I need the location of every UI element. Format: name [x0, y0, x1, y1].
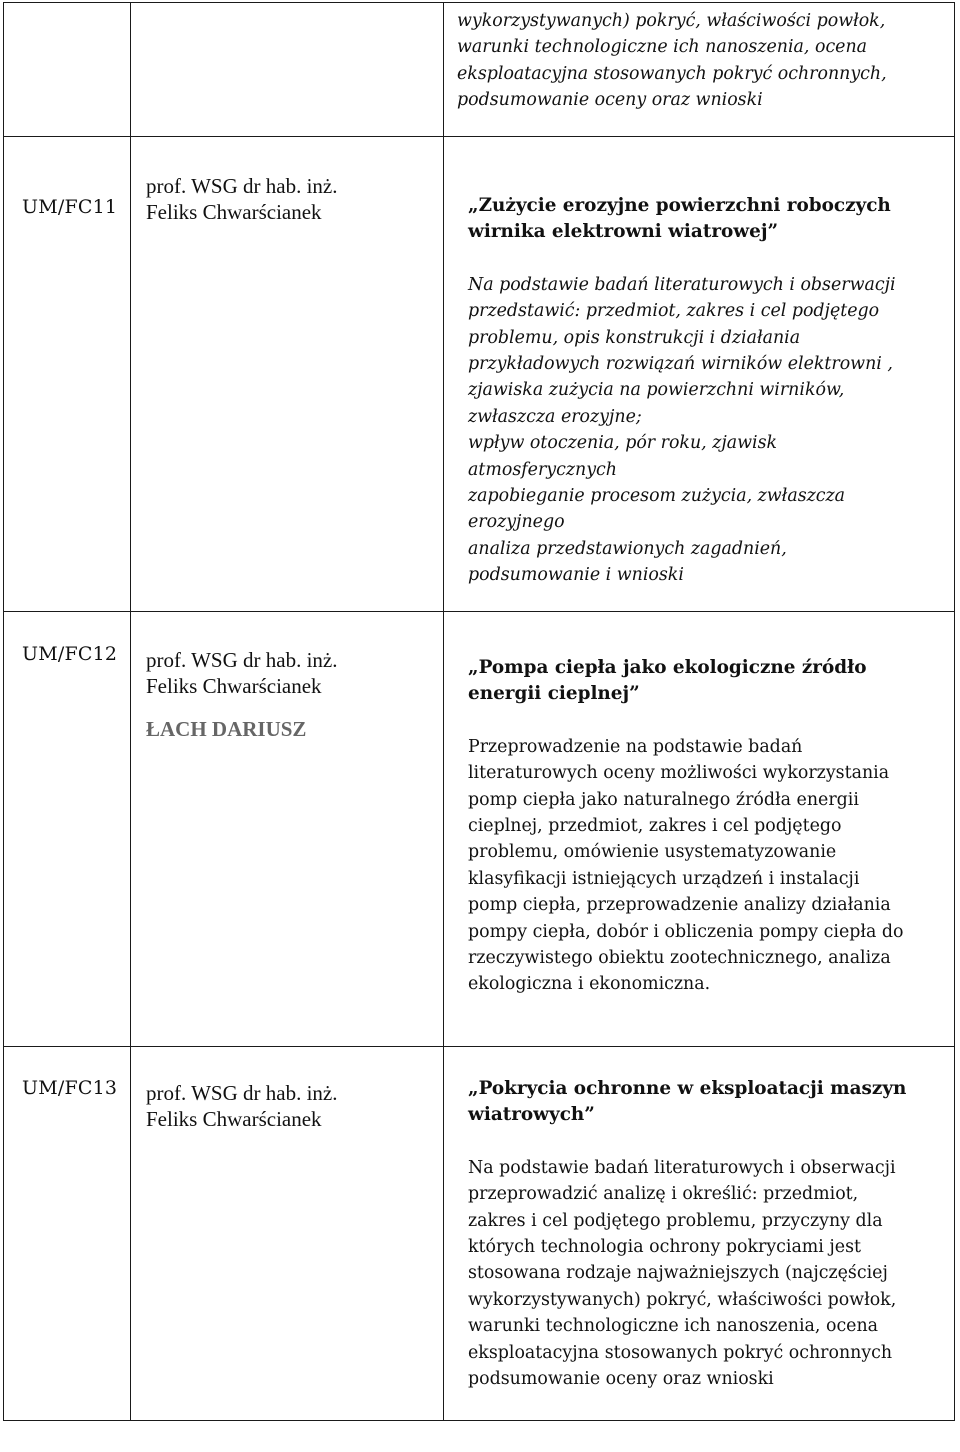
description-line: eksploatacyjna stosowanych pokryć ochronnych, — [457, 63, 887, 84]
description-line: Na podstawie badań literaturowych i obserwacji — [468, 1157, 896, 1178]
supervisor-name: Feliks Chwarścianek — [146, 1107, 322, 1131]
description-line: podsumowanie oceny oraz wnioski — [457, 90, 763, 111]
supervisor-title: prof. WSG dr hab. inż. — [146, 1081, 338, 1105]
row-divider — [3, 1046, 955, 1047]
description-line: pompy ciepła, dobór i obliczenia pompy ciepła do — [468, 921, 904, 942]
table-border-right — [954, 2, 955, 1421]
description-line: Na podstawie badań literaturowych i obserwacji — [468, 274, 896, 295]
description-line: Przeprowadzenie na podstawie badań — [468, 736, 803, 757]
description-line: przeprowadzić analizę i określić: przedmiot, — [468, 1184, 859, 1205]
column-divider — [443, 2, 444, 1421]
description-line: wpływ otoczenia, pór roku, zjawisk — [468, 433, 778, 454]
table-border-top — [3, 2, 955, 3]
continued-description — [457, 8, 887, 114]
description-line: cieplnej, przedmiot, zakres i cel podjętego — [468, 815, 842, 836]
description-line: rzeczywistego obiektu zootechnicznego, analiza — [468, 947, 891, 968]
topic-cell — [468, 655, 904, 998]
supervisor-cell — [146, 1080, 338, 1132]
topic-cell — [468, 1076, 906, 1392]
description-line: zakres i cel podjętego problemu, przyczyny dla — [468, 1210, 883, 1231]
topic-title: „Zużycie erozyjne powierzchni roboczych — [468, 195, 891, 216]
description-line: podsumowanie oceny oraz wnioski — [468, 1368, 774, 1389]
supervisor-cell — [146, 173, 338, 225]
description-line: problemu, opis konstrukcji i działania — [468, 327, 801, 348]
topic-description — [468, 734, 904, 998]
student-name: ŁACH DARIUSZ — [146, 717, 307, 741]
description-line: zjawiska zużycia na powierzchni wirników, — [468, 380, 845, 401]
table-border-left — [3, 2, 4, 1421]
description-line: pomp ciepła, przeprowadzenie analizy działania — [468, 895, 891, 916]
topic-description — [468, 1155, 906, 1393]
description-line: problemu, omówienie usystematyzowanie — [468, 842, 837, 863]
description-line: których technologia ochrony pokryciami jest — [468, 1236, 861, 1257]
description-line: erozyjnego — [468, 512, 565, 533]
description-line: pomp ciepła jako naturalnego źródła energii — [468, 789, 859, 810]
description-line: wykorzystywanych) pokryć, właściwości powłok, — [468, 1289, 897, 1310]
description-line: zwłaszcza erozyjne; — [468, 406, 642, 427]
description-line: ekologiczna i ekonomiczna. — [468, 974, 711, 995]
description-line: warunki technologiczne ich nanoszenia, ocena — [468, 1316, 879, 1337]
description-line: przykładowych rozwiązań wirników elektrowni , — [468, 353, 893, 374]
description-line: atmosferycznych — [468, 459, 617, 480]
row-divider — [3, 136, 955, 137]
row-divider — [3, 611, 955, 612]
description-line: analiza przedstawionych zagadnień, — [468, 538, 787, 559]
description-line: stosowana rodzaje najważniejszych (najczęściej — [468, 1263, 888, 1284]
supervisor-title: prof. WSG dr hab. inż. — [146, 174, 338, 198]
description-line: eksploatacyjna stosowanych pokryć ochronnych — [468, 1342, 893, 1363]
description-line: podsumowanie i wnioski — [468, 565, 684, 586]
description-line: przedstawić: przedmiot, zakres i cel podjętego — [468, 301, 880, 322]
topic-code: UM/FC13 — [22, 1077, 118, 1099]
topic-cell — [468, 193, 896, 588]
topic-title: „Pompa ciepła jako ekologiczne źródło — [468, 657, 867, 678]
topic-title: energii cieplnej” — [468, 683, 640, 705]
table-border-bottom — [3, 1420, 955, 1421]
supervisor-title: prof. WSG dr hab. inż. — [146, 648, 338, 672]
column-divider — [130, 2, 131, 1421]
supervisor-name: Feliks Chwarścianek — [146, 674, 322, 698]
topic-title: wirnika elektrowni wiatrowej” — [468, 221, 779, 243]
topic-title: wiatrowych” — [468, 1104, 595, 1126]
description-line: literaturowych oceny możliwości wykorzystania — [468, 763, 890, 784]
supervisor-name: Feliks Chwarścianek — [146, 200, 322, 224]
description-line: klasyfikacji istniejących urządzeń i instalacji — [468, 868, 860, 889]
topic-code: UM/FC11 — [22, 196, 118, 218]
description-line: warunki technologiczne ich nanoszenia, ocena — [457, 37, 868, 58]
description-line: zapobieganie procesom zużycia, zwłaszcza — [468, 485, 846, 506]
topic-code: UM/FC12 — [22, 643, 118, 665]
description-line: wykorzystywanych) pokryć, właściwości powłok, — [457, 11, 886, 31]
topic-description — [468, 272, 896, 589]
topic-title: „Pokrycia ochronne w eksploatacji maszyn — [468, 1078, 907, 1099]
supervisor-cell — [146, 647, 338, 742]
